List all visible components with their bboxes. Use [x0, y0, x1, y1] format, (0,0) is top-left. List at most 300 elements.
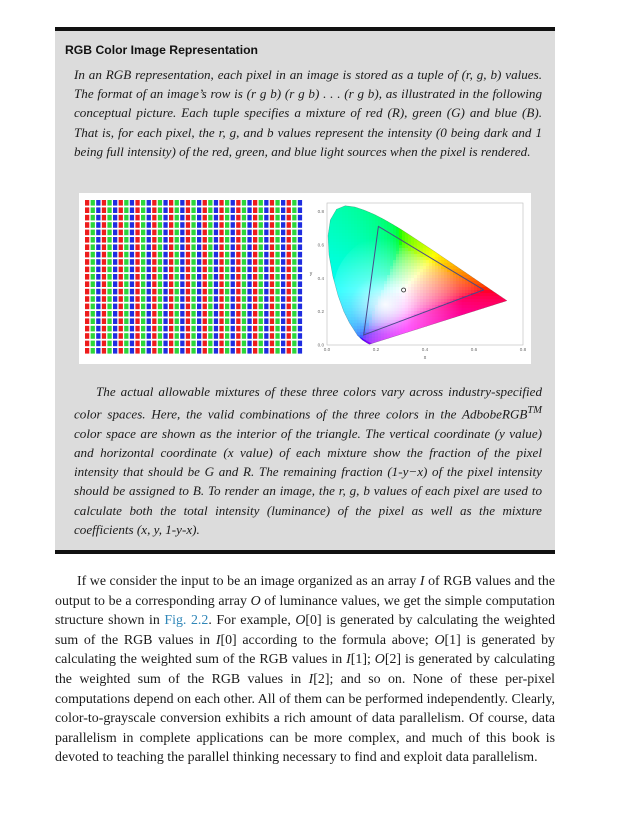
subpixel	[175, 304, 179, 310]
subpixel	[242, 244, 246, 250]
chroma-cell	[345, 239, 348, 242]
subpixel	[152, 244, 156, 250]
subpixel	[124, 244, 128, 250]
y-axis-ticks	[318, 209, 325, 348]
subpixel	[169, 289, 173, 295]
subpixel	[214, 333, 218, 339]
subpixel	[107, 237, 111, 243]
chroma-cell	[357, 233, 360, 236]
var-O: O	[374, 652, 385, 668]
subpixel	[158, 333, 162, 339]
subpixel	[169, 200, 173, 206]
subpixel	[264, 222, 268, 228]
subpixel	[152, 296, 156, 302]
subpixel	[208, 326, 212, 332]
subpixel	[264, 333, 268, 339]
subpixel	[219, 252, 223, 258]
subpixel	[298, 289, 302, 295]
subpixel	[186, 274, 190, 280]
subpixel	[281, 274, 285, 280]
subpixel	[231, 274, 235, 280]
subpixel	[175, 318, 179, 324]
sidebar-paragraph-1: In an RGB representation, each pixel in an image is stored as a tuple of (r, g, b) values. The format of an image’s row is (r g b) (r g b) . . . (r g b), as illustrated in the following conceptual picture. Each tuple specifies a mixture of red (R), green (G) and blue (B). That is, for each pixel, the r, g, and b values represent the intensity (0 being dark and 1 being full intensity) of the red, green, and blue light sources when the pixel is rendered.	[74, 67, 542, 159]
subpixel	[259, 222, 263, 228]
sidebar-title: RGB Color Image Representation	[65, 43, 259, 57]
subpixel	[247, 281, 251, 287]
subpixel	[197, 318, 201, 324]
subpixel	[287, 348, 291, 354]
subpixel	[236, 311, 240, 317]
subpixel	[135, 341, 139, 347]
subpixel	[275, 304, 279, 310]
subpixel	[158, 230, 162, 236]
subpixel	[119, 252, 123, 258]
subpixel	[91, 304, 95, 310]
subpixel	[214, 222, 218, 228]
subpixel	[292, 222, 296, 228]
subpixel	[264, 259, 268, 265]
subpixel	[264, 274, 268, 280]
subpixel	[214, 289, 218, 295]
subpixel	[197, 207, 201, 213]
subpixel	[214, 259, 218, 265]
chroma-cell	[495, 299, 498, 302]
subpixel	[281, 207, 285, 213]
chroma-cell	[339, 245, 342, 248]
subpixel	[175, 289, 179, 295]
chroma-cell	[333, 245, 336, 248]
subpixel	[259, 348, 263, 354]
y-tick-label: 0.8	[317, 209, 324, 214]
subpixel	[292, 237, 296, 243]
subpixel	[225, 200, 229, 206]
subpixel	[219, 267, 223, 273]
subpixel	[242, 267, 246, 273]
subpixel	[236, 348, 240, 354]
subpixel	[270, 318, 274, 324]
subpixel	[102, 222, 106, 228]
subpixel	[298, 296, 302, 302]
subpixel	[141, 333, 145, 339]
subpixel	[141, 326, 145, 332]
subpixel	[197, 244, 201, 250]
subpixel	[135, 311, 139, 317]
subpixel	[158, 318, 162, 324]
chroma-cell	[333, 257, 336, 260]
subpixel	[169, 222, 173, 228]
subpixel	[158, 274, 162, 280]
chroma-cell	[330, 230, 333, 233]
subpixel	[219, 222, 223, 228]
body-text-run: [2] is generated by calculating the weighted sum of the RGB values in	[55, 652, 555, 687]
subpixel	[169, 341, 173, 347]
subpixel	[163, 274, 167, 280]
chroma-cell	[486, 302, 489, 305]
subpixel	[259, 333, 263, 339]
subpixel	[231, 289, 235, 295]
subpixel	[124, 222, 128, 228]
subpixel	[102, 267, 106, 273]
chroma-cell	[378, 230, 381, 233]
subpixel	[147, 348, 151, 354]
subpixel	[96, 259, 100, 265]
subpixel	[175, 296, 179, 302]
subpixel	[242, 304, 246, 310]
subpixel	[253, 333, 257, 339]
chroma-cell	[336, 263, 339, 266]
subpixel	[113, 230, 117, 236]
subpixel	[96, 215, 100, 221]
chroma-cell	[477, 296, 480, 299]
subpixel	[180, 289, 184, 295]
subpixel	[163, 311, 167, 317]
subpixel	[231, 281, 235, 287]
subpixel	[219, 230, 223, 236]
subpixel	[225, 341, 229, 347]
subpixel	[231, 222, 235, 228]
chroma-cell	[363, 218, 366, 221]
subpixel	[147, 222, 151, 228]
sidebar-figure	[79, 193, 531, 364]
subpixel	[236, 289, 240, 295]
subpixel	[259, 267, 263, 273]
chroma-cell	[486, 290, 489, 293]
subpixel	[130, 244, 134, 250]
chroma-cell	[369, 221, 372, 224]
chroma-cell	[339, 224, 342, 227]
subpixel	[141, 296, 145, 302]
chroma-cell	[339, 257, 342, 260]
subpixel	[113, 289, 117, 295]
subpixel	[124, 281, 128, 287]
chroma-cell	[351, 221, 354, 224]
subpixel	[208, 274, 212, 280]
subpixel	[152, 326, 156, 332]
subpixel	[119, 207, 123, 213]
subpixel	[253, 252, 257, 258]
subpixel	[180, 304, 184, 310]
subpixel	[180, 341, 184, 347]
subpixel	[158, 252, 162, 258]
subpixel	[281, 318, 285, 324]
chroma-cell	[366, 230, 369, 233]
body-text-run: of luminance values, we get the simple computation structure shown in	[55, 593, 555, 629]
subpixel	[102, 215, 106, 221]
subpixel	[270, 274, 274, 280]
chroma-cell	[474, 287, 477, 290]
chroma-cell	[363, 221, 366, 224]
subpixel	[242, 348, 246, 354]
subpixel	[141, 311, 145, 317]
subpixel	[259, 318, 263, 324]
chroma-cell	[336, 221, 339, 224]
subpixel	[186, 289, 190, 295]
subpixel	[225, 311, 229, 317]
subpixel	[113, 274, 117, 280]
subpixel	[119, 333, 123, 339]
chroma-cell	[333, 248, 336, 251]
subpixel	[219, 200, 223, 206]
chroma-cell	[330, 239, 333, 242]
subpixel	[287, 296, 291, 302]
chroma-cell	[336, 242, 339, 245]
subpixel	[186, 333, 190, 339]
subpixel	[292, 200, 296, 206]
subpixel	[236, 318, 240, 324]
subpixel	[107, 259, 111, 265]
chroma-cell	[363, 236, 366, 239]
chroma-cell	[483, 299, 486, 302]
chroma-cell	[357, 221, 360, 224]
subpixel	[96, 230, 100, 236]
subpixel	[119, 215, 123, 221]
subpixel	[180, 326, 184, 332]
subpixel	[158, 222, 162, 228]
chroma-cell	[339, 230, 342, 233]
subpixel	[287, 304, 291, 310]
subpixel	[242, 200, 246, 206]
chroma-cell	[342, 227, 345, 230]
subpixel	[247, 318, 251, 324]
subpixel	[197, 252, 201, 258]
subpixel	[130, 207, 134, 213]
chroma-cell	[342, 209, 345, 212]
subpixel	[147, 333, 151, 339]
subpixel	[275, 341, 279, 347]
subpixel	[124, 207, 128, 213]
subpixel	[113, 222, 117, 228]
chroma-cell	[339, 236, 342, 239]
body-text-run: If we consider the input to be an image organized as an array	[77, 574, 420, 589]
subpixel	[225, 207, 229, 213]
subpixel	[259, 230, 263, 236]
subpixel	[281, 252, 285, 258]
subpixel	[236, 341, 240, 347]
subpixel	[141, 259, 145, 265]
subpixel	[270, 230, 274, 236]
var-I: I	[215, 632, 221, 648]
subpixel	[270, 326, 274, 332]
subpixel	[208, 244, 212, 250]
subpixel	[191, 281, 195, 287]
subpixel	[264, 318, 268, 324]
subpixel	[292, 333, 296, 339]
chroma-cell	[354, 230, 357, 233]
subpixel	[253, 341, 257, 347]
var-O: O	[250, 593, 261, 609]
subpixel	[292, 311, 296, 317]
chroma-cell	[339, 254, 342, 257]
subpixel	[175, 237, 179, 243]
chroma-cell	[471, 305, 474, 308]
chroma-cell	[381, 224, 384, 227]
subpixel	[281, 281, 285, 287]
subpixel	[130, 281, 134, 287]
subpixel	[259, 296, 263, 302]
subpixel	[231, 237, 235, 243]
chroma-cell	[333, 254, 336, 257]
chroma-cell	[330, 245, 333, 248]
subpixel	[102, 304, 106, 310]
subpixel	[141, 222, 145, 228]
subpixel	[225, 333, 229, 339]
subpixel	[225, 289, 229, 295]
subpixel	[292, 207, 296, 213]
chroma-cell	[474, 305, 477, 308]
subpixel	[191, 230, 195, 236]
subpixel	[247, 311, 251, 317]
subpixel	[130, 333, 134, 339]
subpixel	[141, 348, 145, 354]
subpixel	[214, 207, 218, 213]
chroma-cell	[372, 221, 375, 224]
chroma-cell	[486, 293, 489, 296]
subpixel	[135, 215, 139, 221]
subpixel	[197, 326, 201, 332]
subpixel	[91, 207, 95, 213]
subpixel	[197, 304, 201, 310]
sidebar-paragraph-2	[74, 382, 542, 539]
subpixel	[253, 259, 257, 265]
subpixel	[147, 311, 151, 317]
chroma-cell	[360, 230, 363, 233]
subpixel	[292, 259, 296, 265]
subpixel	[298, 222, 302, 228]
subpixel	[113, 252, 117, 258]
chroma-cell	[375, 218, 378, 221]
subpixel	[163, 304, 167, 310]
subpixel	[203, 333, 207, 339]
subpixel	[292, 281, 296, 287]
subpixel	[264, 341, 268, 347]
subpixel	[191, 222, 195, 228]
subpixel	[135, 222, 139, 228]
para2-text-b: color space are shown as the interior of the triangle. The vertical coordinate (y value) and horizontal coordinate (x value) of each mixture show the fraction of the pixel intensity that should be G and R. The remaining fraction (1-y−x) of the pixel intensity should be assigned to B. To render an image, the r, g, b values of each pixel are used to calculate both the total intensity (luminance) of the pixel as well as the mixture coefficients (x, y, 1-y-x).	[74, 425, 542, 537]
chroma-cell	[333, 260, 336, 263]
subpixel	[214, 326, 218, 332]
subpixel	[96, 207, 100, 213]
chroma-cell	[336, 218, 339, 221]
subpixel	[186, 304, 190, 310]
chroma-cell	[357, 230, 360, 233]
subpixel	[197, 281, 201, 287]
subpixel	[292, 230, 296, 236]
subpixel	[275, 207, 279, 213]
chroma-cell	[354, 224, 357, 227]
subpixel	[242, 318, 246, 324]
subpixel	[163, 318, 167, 324]
subpixel	[152, 289, 156, 295]
subpixel	[231, 244, 235, 250]
subpixel	[253, 200, 257, 206]
subpixel	[113, 237, 117, 243]
subpixel	[96, 333, 100, 339]
subpixel	[253, 281, 257, 287]
chroma-cell	[480, 293, 483, 296]
subpixel	[191, 252, 195, 258]
subpixel	[259, 311, 263, 317]
chroma-cell	[345, 218, 348, 221]
subpixel	[203, 326, 207, 332]
figure-reference-link[interactable]: Fig. 2.2	[164, 613, 209, 629]
subpixel	[169, 244, 173, 250]
subpixel	[236, 222, 240, 228]
subpixel	[203, 252, 207, 258]
subpixel	[214, 237, 218, 243]
chroma-cell	[345, 233, 348, 236]
subpixel	[175, 311, 179, 317]
chroma-cell	[342, 212, 345, 215]
subpixel	[91, 230, 95, 236]
subpixel	[96, 304, 100, 310]
subpixel	[203, 289, 207, 295]
subpixel	[107, 200, 111, 206]
chroma-cell	[360, 224, 363, 227]
subpixel	[180, 230, 184, 236]
subpixel	[135, 259, 139, 265]
subpixel	[130, 289, 134, 295]
subpixel	[124, 237, 128, 243]
subpixel	[197, 237, 201, 243]
chroma-cell	[342, 248, 345, 251]
subpixel	[191, 274, 195, 280]
subpixel	[298, 252, 302, 258]
subpixel	[107, 318, 111, 324]
subpixel	[180, 200, 184, 206]
subpixel	[225, 274, 229, 280]
subpixel	[163, 281, 167, 287]
subpixel	[231, 200, 235, 206]
subpixel	[208, 296, 212, 302]
subpixel	[242, 237, 246, 243]
chroma-cell	[393, 227, 396, 230]
subpixel	[264, 311, 268, 317]
subpixel	[85, 252, 89, 258]
chroma-cell	[477, 293, 480, 296]
subpixel	[231, 230, 235, 236]
chroma-cell	[366, 233, 369, 236]
subpixel	[275, 244, 279, 250]
subpixel	[208, 200, 212, 206]
subpixel	[247, 230, 251, 236]
subpixel	[247, 304, 251, 310]
subpixel	[298, 230, 302, 236]
subpixel	[281, 326, 285, 332]
subpixel	[186, 207, 190, 213]
chroma-cell	[480, 299, 483, 302]
subpixel	[281, 304, 285, 310]
subpixel	[197, 296, 201, 302]
chroma-cell	[360, 221, 363, 224]
chroma-cell	[357, 215, 360, 218]
subpixel	[281, 289, 285, 295]
subpixel	[236, 333, 240, 339]
subpixel	[113, 304, 117, 310]
chroma-cell	[369, 230, 372, 233]
subpixel	[85, 311, 89, 317]
subpixel	[287, 200, 291, 206]
chroma-cell	[330, 257, 333, 260]
subpixel	[270, 215, 274, 221]
subpixel	[107, 348, 111, 354]
subpixel	[225, 244, 229, 250]
subpixel	[85, 200, 89, 206]
subpixel	[191, 318, 195, 324]
subpixel	[169, 215, 173, 221]
subpixel	[113, 200, 117, 206]
subpixel	[203, 296, 207, 302]
chroma-cell	[336, 248, 339, 251]
